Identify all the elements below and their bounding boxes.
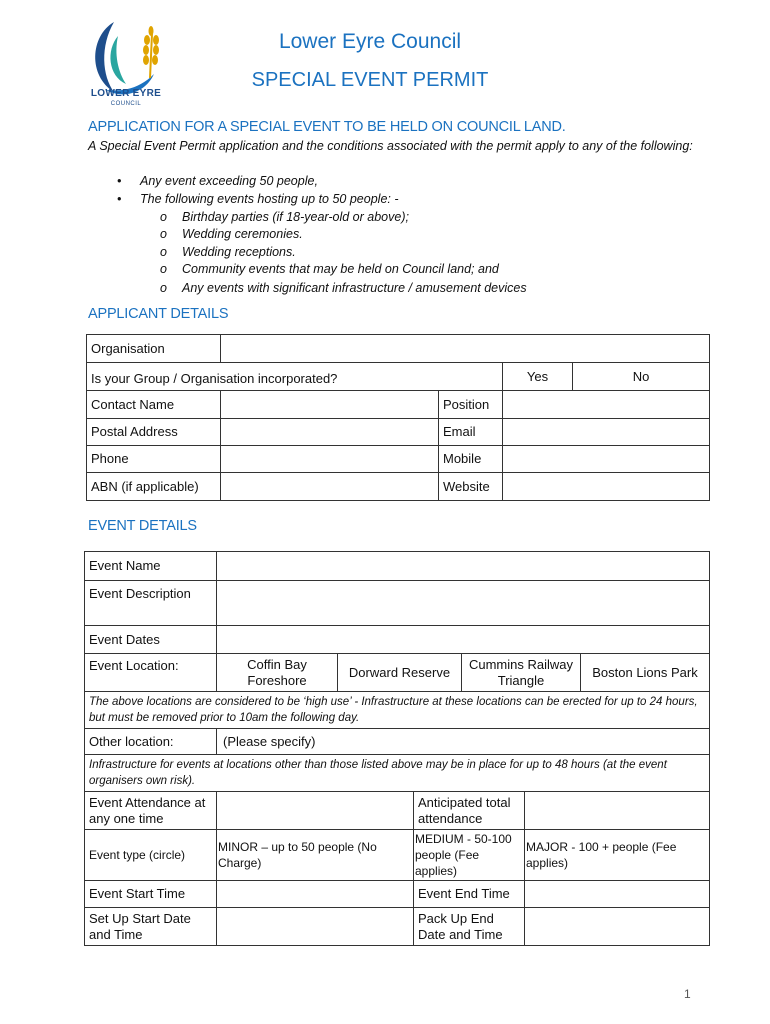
event-name-field[interactable] <box>217 552 710 581</box>
packup-end-label: Pack Up End Date and Time <box>414 908 525 946</box>
position-label: Position <box>439 391 503 419</box>
incorporated-label: Is your Group / Organisation incorporated? <box>87 363 503 391</box>
email-field[interactable] <box>503 419 710 446</box>
packup-end-field[interactable] <box>525 908 710 946</box>
event-description-field[interactable] <box>217 581 710 626</box>
sub-bullet-symbol: o <box>160 262 167 276</box>
email-label: Email <box>439 419 503 446</box>
location-option-dorward[interactable]: Dorward Reserve <box>338 654 462 692</box>
bullet-item: The following events hosting up to 50 people: - <box>140 192 399 206</box>
other-location-label: Other location: <box>85 729 217 755</box>
event-type-medium[interactable]: MEDIUM - 50-100 people (Fee applies) <box>414 830 525 881</box>
location-option-cummins[interactable]: Cummins Railway Triangle <box>462 654 581 692</box>
doc-title: SPECIAL EVENT PERMIT <box>251 69 489 91</box>
logo-subtext: COUNCIL <box>110 101 142 107</box>
org-name: Lower Eyre Council <box>278 30 462 53</box>
sub-bullet-symbol: o <box>160 281 167 295</box>
event-type-major[interactable]: MAJOR - 100 + people (Fee applies) <box>525 830 710 881</box>
event-type-minor[interactable]: MINOR – up to 50 people (No Charge) <box>217 830 414 881</box>
end-time-label: Event End Time <box>414 881 525 908</box>
location-option-coffin-bay[interactable]: Coffin Bay Foreshore <box>217 654 338 692</box>
end-time-field[interactable] <box>525 881 710 908</box>
event-dates-field[interactable] <box>217 626 710 654</box>
other-location-field[interactable]: (Please specify) <box>217 729 710 755</box>
event-table <box>84 551 710 946</box>
event-name-label: Event Name <box>85 552 217 581</box>
council-logo <box>84 18 176 114</box>
sub-bullet-symbol: o <box>160 227 167 241</box>
organisation-field[interactable] <box>221 335 710 363</box>
bullet-item: Any event exceeding 50 people, <box>140 174 318 188</box>
abn-label: ABN (if applicable) <box>87 473 221 501</box>
phone-field[interactable] <box>221 446 439 473</box>
sub-bullet-item: Wedding ceremonies. <box>182 227 303 241</box>
contact-name-field[interactable] <box>221 391 439 419</box>
anticipated-total-label: Anticipated total attendance <box>414 792 525 830</box>
sub-bullet-item: Birthday parties (if 18-year-old or above); <box>182 210 409 224</box>
postal-address-field[interactable] <box>221 419 439 446</box>
location-option-boston[interactable]: Boston Lions Park <box>581 654 710 692</box>
mobile-label: Mobile <box>439 446 503 473</box>
event-heading: EVENT DETAILS <box>88 518 197 534</box>
setup-start-label: Set Up Start Date and Time <box>85 908 217 946</box>
event-dates-label: Event Dates <box>85 626 217 654</box>
sub-bullet-item: Community events that may be held on Council land; and <box>182 262 499 276</box>
incorporated-yes[interactable]: Yes <box>503 363 573 391</box>
position-field[interactable] <box>503 391 710 419</box>
page-number: 1 <box>684 987 691 1001</box>
sub-bullet-symbol: o <box>160 210 167 224</box>
attendance-field[interactable] <box>217 792 414 830</box>
phone-label: Phone <box>87 446 221 473</box>
mobile-field[interactable] <box>503 446 710 473</box>
applicant-table <box>86 334 710 501</box>
infrastructure-note: Infrastructure for events at locations other than those listed above may be in place for up to 48 hours (at the event organisers own risk). <box>85 755 710 792</box>
start-time-field[interactable] <box>217 881 414 908</box>
location-note: The above locations are considered to be ‘high use’ - Infrastructure at these locations can be erected for up to 24 hours, but must be removed prior to 10am the following day. <box>85 692 710 729</box>
intro-text: A Special Event Permit application and the conditions associated with the permit apply to any of the following: <box>88 139 693 153</box>
website-label: Website <box>439 473 503 501</box>
contact-name-label: Contact Name <box>87 391 221 419</box>
event-description-label: Event Description <box>85 581 217 626</box>
applicant-heading: APPLICANT DETAILS <box>88 306 229 322</box>
organisation-label: Organisation <box>87 335 221 363</box>
bullet-symbol: • <box>117 192 122 206</box>
intro-heading: APPLICATION FOR A SPECIAL EVENT TO BE HELD ON COUNCIL LAND. <box>88 119 566 135</box>
event-type-label: Event type (circle) <box>85 830 217 881</box>
sub-bullet-item: Any events with significant infrastructure / amusement devices <box>182 281 527 295</box>
setup-start-field[interactable] <box>217 908 414 946</box>
anticipated-total-field[interactable] <box>525 792 710 830</box>
start-time-label: Event Start Time <box>85 881 217 908</box>
event-location-label: Event Location: <box>85 654 217 692</box>
postal-address-label: Postal Address <box>87 419 221 446</box>
abn-field[interactable] <box>221 473 439 501</box>
bullet-symbol: • <box>117 174 122 188</box>
website-field[interactable] <box>503 473 710 501</box>
sub-bullet-symbol: o <box>160 245 167 259</box>
logo-text: LOWER EYRE <box>90 88 162 99</box>
sub-bullet-item: Wedding receptions. <box>182 245 296 259</box>
incorporated-no[interactable]: No <box>573 363 710 391</box>
attendance-label: Event Attendance at any one time <box>85 792 217 830</box>
